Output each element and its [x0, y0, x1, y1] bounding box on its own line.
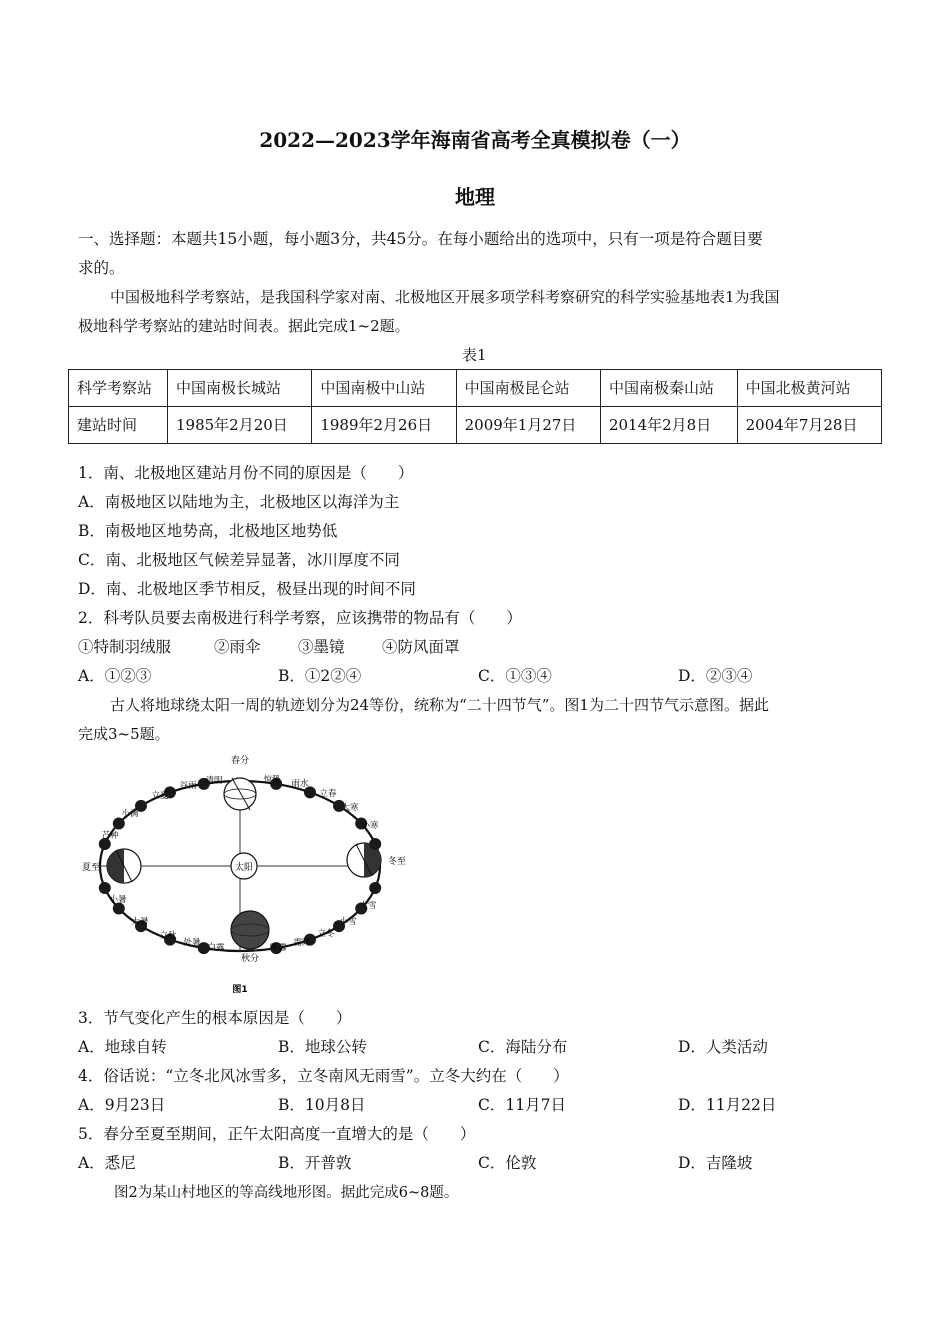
- term-label-lichun: 立春: [319, 789, 337, 799]
- intro-passage-1-line1: 中国极地科学考察站，是我国科学家对南、北极地区开展多项学科考察研究的科学实验基地表1为我国: [110, 288, 780, 306]
- question-5-option-b: B．开普敦: [278, 1154, 352, 1172]
- term-label-jingzhe: 惊蛰: [263, 775, 281, 785]
- table-cell: 2009年1月27日: [456, 407, 600, 444]
- term-label-liqiu: 立秋: [159, 931, 177, 941]
- question-4-stem: 4．俗话说：“立冬北风冰雪多，立冬南风无雨雪”。立冬大约在（ ）: [78, 1067, 569, 1085]
- question-3-option-c: C．海陆分布: [478, 1038, 568, 1056]
- question-3-stem: 3．节气变化产生的根本原因是（ ）: [78, 1009, 352, 1027]
- table-row: [69, 407, 882, 444]
- exam-title: 2022—2023学年海南省高考全真模拟卷（一）: [259, 128, 691, 152]
- question-4-option-a: A．9月23日: [78, 1096, 166, 1114]
- sun-label: 太阳: [234, 863, 254, 873]
- question-3-option-a: A．地球自转: [78, 1038, 167, 1056]
- question-5-option-c: C．伦敦: [478, 1154, 537, 1172]
- question-1-option-b: B．南极地区地势高，北极地区地势低: [78, 522, 338, 540]
- intro-passage-3: 图2为某山村地区的等高线地形图。据此完成6~8题。: [114, 1185, 459, 1201]
- table-cell: 中国北极黄河站: [737, 370, 881, 407]
- term-label-dashu: 大暑: [131, 917, 149, 927]
- table-row: [69, 370, 882, 407]
- question-1-stem: 1．南、北极地区建站月份不同的原因是（ ）: [78, 464, 414, 482]
- question-2-option-d: D．②③④: [678, 667, 753, 685]
- solar-terms-diagram: [78, 752, 418, 997]
- table-cell: 科学考察站: [69, 370, 168, 407]
- table-cell: 中国南极中山站: [312, 370, 456, 407]
- section-instructions-line1: 一、选择题：本题共15小题，每小题3分，共45分。在每小题给出的选项中，只有一项是符合题目要: [78, 230, 763, 248]
- term-label-yushui: 雨水: [291, 779, 309, 789]
- term-label-bailu: 白露: [207, 943, 225, 953]
- question-2-item-3: ③墨镜: [298, 638, 345, 656]
- term-label-daxue: 大雪: [359, 901, 377, 911]
- question-4-option-b: B．10月8日: [278, 1096, 366, 1114]
- earth-spring: [224, 778, 256, 810]
- intro-passage-2-line2: 完成3~5题。: [78, 725, 170, 743]
- term-label-lixia: 立夏: [151, 791, 169, 801]
- term-label-mangzhong: 芒种: [101, 831, 119, 841]
- term-label-autumn: 秋分: [240, 954, 260, 964]
- intro-passage-2-line1: 古人将地球绕太阳一周的轨迹划分为24等份，统称为“二十四节气”。图1为二十四节气示意图。据此: [110, 696, 769, 714]
- subject-title: 地理: [455, 185, 495, 209]
- table-cell: 中国南极长城站: [168, 370, 312, 407]
- table-cell: 1989年2月26日: [312, 407, 456, 444]
- earth-summer: [107, 849, 141, 883]
- question-1-option-c: C．南、北极地区气候差异显著，冰川厚度不同: [78, 551, 400, 569]
- figure-caption: 图1: [232, 985, 248, 995]
- question-2-option-c: C．①③④: [478, 667, 552, 685]
- question-1-option-d: D．南、北极地区季节相反，极昼出现的时间不同: [78, 580, 416, 598]
- term-label-spring: 春分: [230, 756, 250, 766]
- table-cell: 2014年2月8日: [600, 407, 737, 444]
- stations-table: [68, 369, 882, 444]
- section-instructions-line2: 求的。: [78, 259, 125, 277]
- table-cell: 建站时间: [69, 407, 168, 444]
- question-3-option-d: D．人类活动: [678, 1038, 768, 1056]
- question-2-item-1: ①特制羽绒服: [78, 638, 172, 656]
- question-5-option-d: D．吉隆坡: [678, 1154, 753, 1172]
- table-cell: 中国南极秦山站: [600, 370, 737, 407]
- question-2-stem: 2．科考队员要去南极进行科学考察，应该携带的物品有（ ）: [78, 609, 522, 627]
- table-caption: 表1: [462, 346, 487, 364]
- solar-term-dot: [369, 882, 381, 894]
- term-label-qingming: 清明: [205, 776, 223, 786]
- term-label-xiaoshu: 小暑: [109, 895, 127, 905]
- question-5-stem: 5．春分至夏至期间，正午太阳高度一直增大的是（ ）: [78, 1125, 476, 1143]
- term-label-winter: 冬至: [388, 857, 407, 867]
- term-label-guyu: 谷雨: [179, 781, 197, 791]
- term-label-shuangjiang: 霜降: [293, 938, 311, 948]
- question-4-option-c: C．11月7日: [478, 1096, 566, 1114]
- term-label-lidong: 立冬: [317, 929, 335, 939]
- term-label-dahan: 大寒: [341, 803, 359, 813]
- question-2-item-4: ④防风面罩: [382, 638, 460, 656]
- table-cell: 2004年7月28日: [737, 407, 881, 444]
- question-2-option-a: A．①②③: [78, 667, 152, 685]
- intro-passage-1-line2: 极地科学考察站的建站时间表。据此完成1~2题。: [78, 317, 410, 335]
- term-label-summer: 夏至: [82, 863, 101, 873]
- table-cell: 1985年2月20日: [168, 407, 312, 444]
- term-label-xiaohan: 小寒: [361, 821, 379, 831]
- solar-term-dot: [113, 818, 125, 830]
- question-1-option-a: A．南极地区以陆地为主，北极地区以海洋为主: [78, 493, 400, 511]
- solar-term-dot: [369, 838, 381, 850]
- term-label-xiaoxue: 小雪: [339, 917, 357, 927]
- question-3-option-b: B．地球公转: [278, 1038, 367, 1056]
- question-5-option-a: A．悉尼: [78, 1154, 136, 1172]
- table-cell: 中国南极昆仑站: [456, 370, 600, 407]
- question-4-option-d: D．11月22日: [678, 1096, 777, 1114]
- term-label-chushu: 处暑: [183, 938, 201, 948]
- question-2-option-b: B．①2②④: [278, 667, 362, 685]
- earth-autumn: [231, 911, 269, 949]
- term-label-xiaoman: 小满: [121, 809, 139, 819]
- term-label-hanlu: 寒露: [269, 943, 287, 953]
- question-2-item-2: ②雨伞: [214, 638, 261, 656]
- solar-term-dot: [99, 882, 111, 894]
